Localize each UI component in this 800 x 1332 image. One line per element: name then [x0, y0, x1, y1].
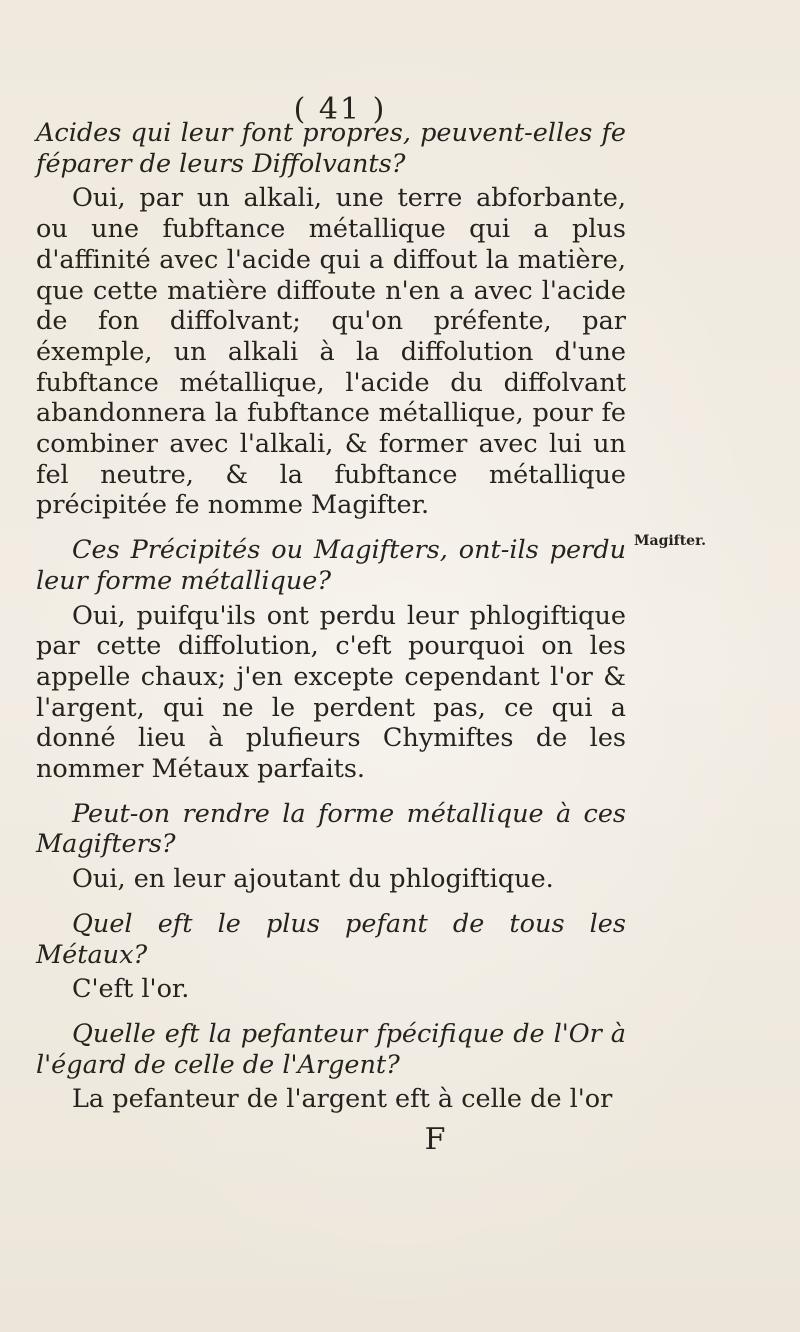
answer-1: Oui, par un alkali, une terre abforbante, ou une fubftance métallique qui a plus d'affinité avec l'acide qui a diffout la matière, que cette matière diffoute n'en a avec l'acide de fon diffolvant; qu'on préfente, par éxemple, un alkali à la diffolution d'une fubftance métallique, l'acide du diffolvant abandonnera la fubftance métallique, pour fe combiner avec l'alkali, & former avec lui un fel neutre, & la fubftance métallique précipitée fe nomme Magifter.	[36, 183, 626, 521]
question-2: Ces Précipités ou Magifters, ont-ils perdu leur forme métallique?	[36, 535, 626, 596]
page-body	[36, 118, 626, 1115]
question-4: Quel eft le plus pefant de tous les Métaux?	[36, 908, 626, 970]
signature-mark: F	[424, 1122, 446, 1157]
answer-2: Oui, puifqu'ils ont perdu leur phlogiftique par cette diffolution, c'eft pourquoi on les appelle chaux; j'en excepte cependant l'or & l'argent, qui ne le perdent pas, ce qui a donné lieu à plufieurs Chymiftes de les nommer Métaux parfaits.	[36, 600, 626, 785]
signature-mark-row	[0, 1122, 800, 1157]
question-3: Peut-on rendre la forme métallique à ces Magifters?	[36, 798, 626, 860]
answer-5: La pefanteur de l'argent eft à celle de l'or	[72, 1084, 613, 1115]
page-number: ( 41 )	[293, 92, 387, 127]
question-5: Quelle eft la pefanteur fpécifique de l'Or à l'égard de celle de l'Argent?	[36, 1018, 626, 1080]
question-1: Acides qui leur font propres, peuvent-elles fe féparer de leurs Diffolvants?	[36, 118, 626, 179]
answer-3: Oui, en leur ajoutant du phlogiftique.	[72, 864, 554, 895]
answer-4: C'eft l'or.	[72, 974, 190, 1005]
margin-note: Magifter.	[634, 533, 707, 549]
